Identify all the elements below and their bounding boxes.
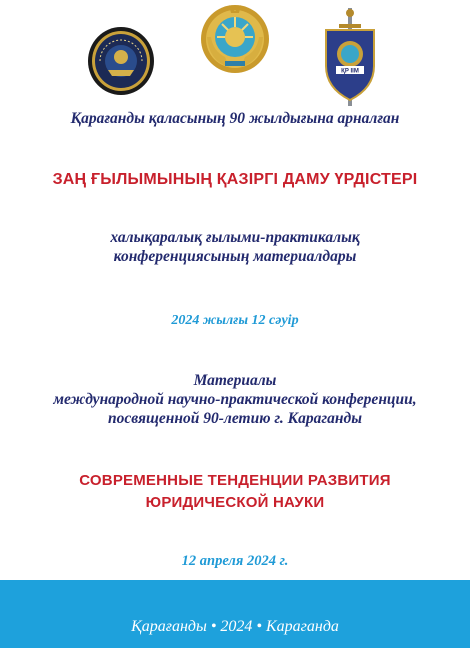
russian-materials-line-2: международной научно-практической конференции, — [53, 391, 417, 408]
kazakh-date: 2024 жылғы 12 сәуір — [171, 313, 299, 328]
russian-date: 12 апреля 2024 г. — [181, 553, 289, 569]
dedication-line: Қарағанды қаласының 90 жылдығына арналған — [70, 110, 400, 127]
russian-title-line-2: ЮРИДИЧЕСКОЙ НАУКИ — [145, 494, 325, 511]
emblem-row — [0, 0, 470, 110]
russian-title-line-1: СОВРЕМЕННЫЕ ТЕНДЕНЦИИ РАЗВИТИЯ — [79, 472, 391, 489]
ministry-seal-icon — [86, 24, 156, 96]
russian-materials-line-1: Материалы — [193, 372, 277, 389]
kazakh-subtitle-line-2: конференциясының материалдары — [113, 248, 357, 265]
svg-text:ҚР ІІМ: ҚР ІІМ — [341, 68, 359, 75]
footer-text: Қарағанды • 2024 • Караганда — [131, 618, 339, 635]
kazakh-subtitle-line-1: халықаралық ғылыми-практикалық — [110, 229, 360, 246]
footer-band — [0, 580, 470, 648]
state-emblem-icon — [199, 3, 271, 75]
russian-materials-line-3: посвященной 90-летию г. Караганды — [108, 410, 362, 427]
academy-shield-icon — [322, 8, 378, 108]
kazakh-title: ЗАҢ ҒЫЛЫМЫНЫҢ ҚАЗІРГІ ДАМУ ҮРДІСТЕРІ — [52, 171, 418, 188]
